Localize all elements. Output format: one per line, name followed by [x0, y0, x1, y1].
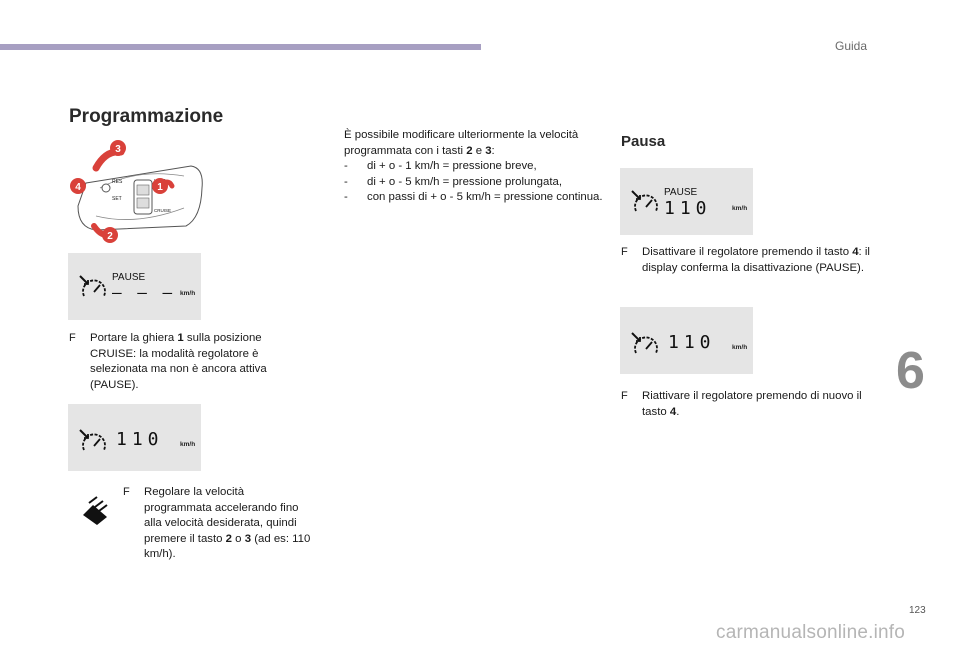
watermark: carmanualsonline.info — [716, 622, 906, 643]
display-pause-unset — [68, 253, 201, 320]
list-item: - con passi di + o - 5 km/h = pressione continua. — [344, 190, 606, 206]
display-speed-value: 110 — [664, 198, 712, 219]
section-title-pausa: Pausa — [621, 133, 666, 150]
stalk-label-set: SET — [112, 196, 122, 202]
callout-4: 4 — [75, 182, 81, 193]
list-item: - di + o - 5 km/h = pressione prolungata, — [344, 175, 606, 191]
stalk-label-cruise: CRUISE — [154, 208, 172, 213]
bullet-marker: F — [621, 390, 628, 402]
cruise-stalk-illustration — [66, 138, 206, 248]
callout-1: 1 — [157, 182, 163, 193]
speedometer-icon — [630, 331, 662, 359]
list-item: - di + o - 1 km/h = pressione breve, — [344, 159, 606, 175]
stalk-label-res: RES — [112, 179, 123, 185]
display-speed-value: – – – — [112, 283, 176, 302]
callout-2: 2 — [107, 231, 113, 242]
instruction-bullet-3: F Disattivare il regolatore premendo il tasto 4: il display conferma la disattivazione (PAUSE). — [621, 246, 870, 274]
display-unit: km/h — [180, 290, 196, 297]
display-speed-value: 110 — [116, 429, 164, 450]
speedometer-icon — [78, 274, 110, 302]
display-unit: km/h — [180, 441, 196, 448]
display-paused-speed — [620, 168, 753, 235]
bullet-marker: F — [123, 486, 130, 498]
display-unit: km/h — [732, 205, 748, 212]
instruction-bullet-1: F Portare la ghiera 1 sulla posizione CRUISE: la modalità regolatore è selezionata ma non è ancora attiva (PAUSE). — [69, 332, 267, 391]
header-accent-bar — [0, 44, 481, 50]
display-pause-label: PAUSE — [664, 187, 698, 198]
display-speed-value: 110 — [668, 332, 716, 353]
speedometer-icon — [630, 189, 662, 217]
speed-adjust-paragraph: È possibile modificare ulteriormente la velocità programmata con i tasti 2 e 3: - di + o - 1 km/h = pressione breve, - di + o - 5 km/h = pressione prolungata, - con passi di + o - 5 km/h = pressione continua. — [344, 128, 606, 206]
bullet-marker: F — [621, 246, 628, 258]
display-pause-label: PAUSE — [112, 272, 146, 283]
instruction-bullet-4: F Riattivare il regolatore premendo di nuovo il tasto 4. — [621, 390, 862, 418]
page-number: 123 — [909, 605, 926, 616]
display-set-speed — [68, 404, 201, 471]
section-label: Guida — [835, 39, 868, 53]
accelerator-pedal-icon — [79, 495, 111, 527]
speed-adjust-list — [344, 159, 606, 206]
chapter-number: 6 — [896, 342, 925, 400]
speedometer-icon — [78, 428, 110, 456]
display-active-speed — [620, 307, 753, 374]
instruction-bullet-2: F Regolare la velocità programmata accelerando fino alla velocità desiderata, quindi premere il tasto 2 o 3 (ad es: 110 km/h). — [123, 486, 311, 560]
callout-3: 3 — [115, 144, 121, 155]
page-title: Programmazione — [69, 106, 224, 127]
display-unit: km/h — [732, 344, 748, 351]
bullet-marker: F — [69, 332, 76, 344]
